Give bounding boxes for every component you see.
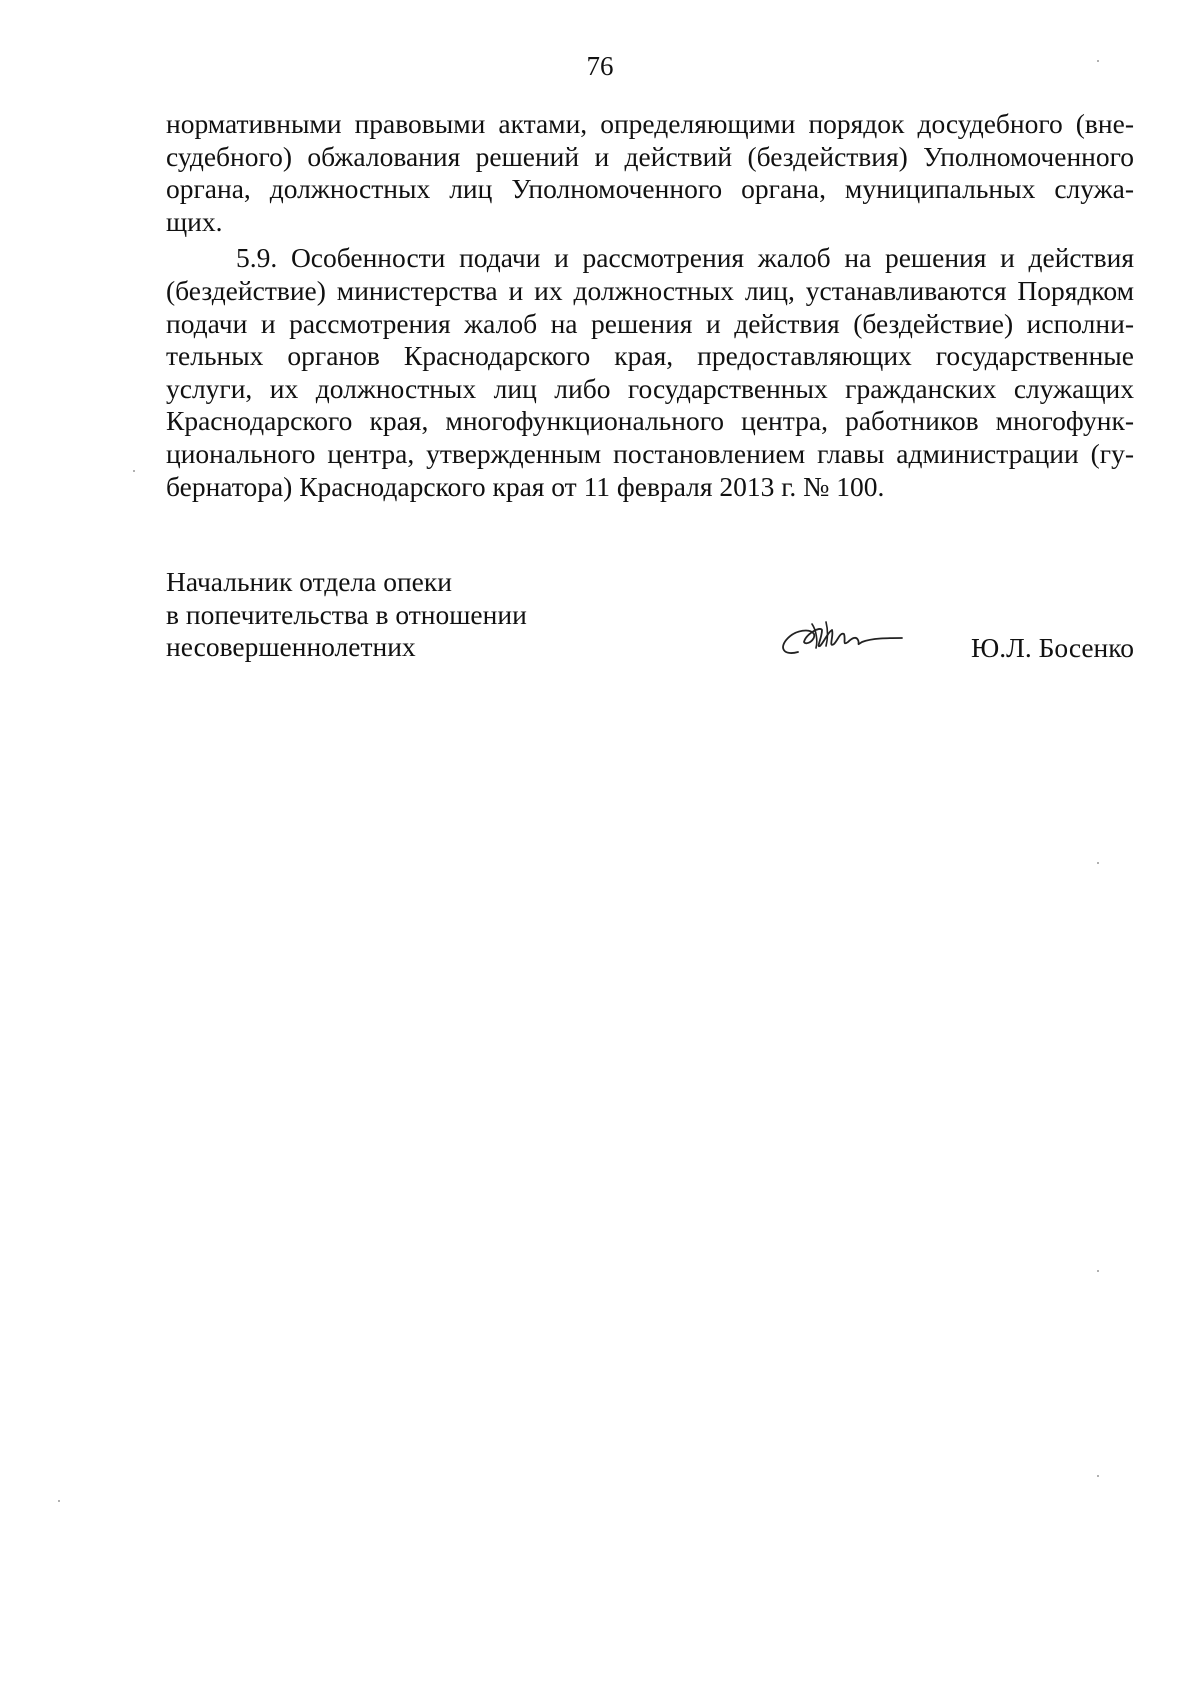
section-5-9-line: бернатора) Краснодарского края от 11 февраля 2013 г. № 100. [166, 470, 885, 502]
scan-speck [1097, 60, 1099, 62]
paragraph-line: судебного) обжалования решений и действий (бездействия) Уполномоченного [166, 140, 1134, 172]
handwritten-signature [776, 612, 906, 672]
signatory-position [166, 566, 527, 664]
scan-speck [1097, 1475, 1099, 1477]
page-number: 76 [586, 51, 614, 81]
signatory-name: Ю.Л. Босенко [971, 632, 1134, 663]
section-5-9-line: (бездействие) министерства и их должностных лиц, устанавливаются Порядком [166, 274, 1134, 306]
section-5-9-line: 5.9. Особенности подачи и рассмотрения жалоб на решения и действия [236, 242, 1134, 274]
scan-speck [1097, 862, 1099, 864]
paragraph-line: нормативными правовыми актами, определяющими порядок досудебного (вне- [166, 108, 1134, 139]
position-line: в попечительства в отношении [166, 598, 527, 630]
scan-speck [133, 470, 135, 472]
scan-speck [1097, 1270, 1099, 1272]
section-5-9-line: ционального центра, утвержденным постановлением главы администрации (гу- [166, 437, 1134, 469]
paragraph-line: органа, должностных лиц Уполномоченного органа, муниципальных служа- [166, 173, 1134, 205]
section-5-9-line: услуги, их должностных лиц либо государственных гражданских служащих [166, 372, 1134, 404]
section-5-9-line: подачи и рассмотрения жалоб на решения и действия (бездействие) исполни- [166, 307, 1134, 339]
position-line: несовершеннолетних [166, 631, 416, 663]
signature-block [166, 566, 1134, 676]
scan-speck [58, 1500, 60, 1502]
paragraph-line: щих. [166, 205, 223, 237]
section-5-9-line: тельных органов Краснодарского края, предоставляющих государственные [166, 340, 1134, 372]
body-text [166, 108, 1134, 503]
position-line: Начальник отдела опеки [166, 566, 452, 597]
section-5-9-line: Краснодарского края, многофункционального центра, работников многофунк- [166, 405, 1134, 437]
